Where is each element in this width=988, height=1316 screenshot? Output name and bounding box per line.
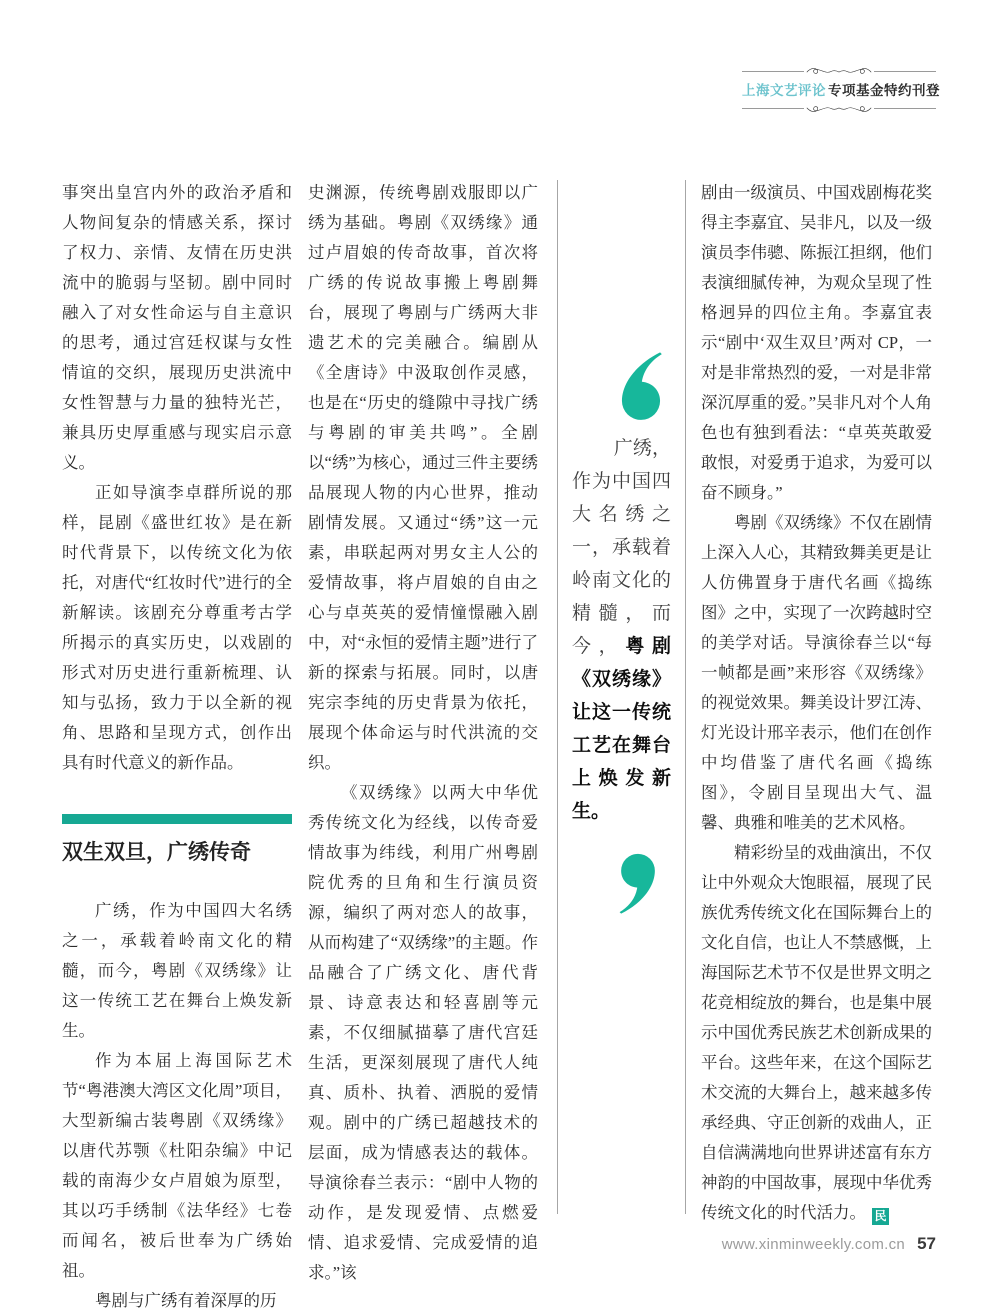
masthead-title-rest: 专项基金特约刊登 bbox=[828, 83, 940, 98]
paragraph: 史渊源，传统粤剧戏服即以广绣为基础。粤剧《双绣缘》通过卢眉娘的传奇故事，首次将广绣的传说故事搬上粤剧舞台，展现了粤剧与广绣两大非遗艺术的完美融合。编剧从《全唐诗》中汲取创作灵感，也是在“历史的缝隙中寻找广绣与粤剧的审美共鸣”。全剧以“绣”为核心，通过三件主要绣品展现人物的内心世界，推动剧情发展。又通过“绣”这一元素，串联起两对男女主人公的爱情故事，将卢眉娘的自由之心与卓英英的爱情憧憬融入剧中，对“永恒的爱情主题”进行了新的探索与拓展。同时，以唐宪宗李纯的历史背景为依托，展现个体命运与时代洪流的交织。 bbox=[308, 183, 538, 772]
paragraph: 剧由一级演员、中国戏剧梅花奖得主李嘉宜、吴非凡，以及一级演员李伟骢、陈振江担纲，他们表演细腻传神，为观众呈现了性格迥异的四位主角。李嘉宜表示“剧中‘双生双旦’两对 CP，一对是非常热烈的爱，一对是非常深沉厚重的爱。”吴非凡对个人角色也有独到看法：“卓英英敢爱敢恨，对爱勇于追求，为爱可以奋不顾身。” bbox=[701, 183, 932, 502]
masthead bbox=[742, 64, 940, 115]
paragraph: 正如导演李卓群所说的那样，昆剧《盛世红妆》是在新时代背景下，以传统文化为依托，对唐代“红妆时代”进行的全新解读。该剧充分尊重考古学所揭示的真实历史，以戏剧的形式对历史进行重新梳理、认知与弘扬，致力于以全新的视角、思路和呈现方式，创作出具有时代意义的新作品。 bbox=[62, 483, 292, 772]
masthead-title bbox=[742, 79, 940, 99]
ornament-rule bbox=[742, 71, 804, 72]
footer-page-number: 57 bbox=[917, 1234, 936, 1253]
quote-emphasis: 粤剧《双绣缘》让这一传统工艺在舞台上焕发新生。 bbox=[572, 636, 671, 822]
column-left bbox=[62, 178, 292, 1316]
flourish-icon bbox=[806, 65, 872, 78]
quote-text bbox=[572, 432, 671, 828]
pull-quote bbox=[557, 180, 686, 1214]
close-quote-icon bbox=[615, 850, 661, 916]
ornament-rule bbox=[874, 71, 936, 72]
masthead-title-teal: 上海文艺评论 bbox=[742, 83, 826, 98]
footer bbox=[722, 1234, 936, 1254]
footer-url: www.xinminweekly.com.cn bbox=[721, 1236, 906, 1253]
ornament-rule bbox=[742, 108, 804, 109]
column-right bbox=[701, 178, 932, 1228]
end-of-article-mark: 民 bbox=[872, 1208, 889, 1225]
open-quote-icon bbox=[615, 350, 667, 424]
paragraph: 广绣，作为中国四大名绣之一，承载着岭南文化的精髓，而今，粤剧《双绣缘》让这一传统工艺在舞台上焕发新生。 bbox=[62, 901, 292, 1040]
masthead-ornament-top bbox=[742, 64, 936, 78]
paragraph: 事突出皇宫内外的政治矛盾和人物间复杂的情感关系，探讨了权力、亲情、友情在历史洪流中的脆弱与坚韧。剧中同时融入了对女性命运与自主意识的思考，通过宫廷权谋与女性情谊的交织，展现历史洪流中女性智慧与力量的独特光芒，兼具历史厚重感与现实启示意义。 bbox=[62, 183, 292, 472]
paragraph: 粤剧《双绣缘》不仅在剧情上深入人心，其精致舞美更是让人仿佛置身于唐代名画《捣练图》之中，实现了一次跨越时空的美学对话。导演徐春兰以“每一帧都是画”来形容《双绣缘》的视觉效果。舞美设计罗江涛、灯光设计邢辛表示，他们在创作中均借鉴了唐代名画《捣练图》，令剧目呈现出大气、温馨、典雅和唯美的艺术风格。 bbox=[701, 513, 932, 832]
paragraph: 《双绣缘》以两大中华优秀传统文化为经线，以传奇爱情故事为纬线，利用广州粤剧院优秀的旦角和生行演员资源，编织了两对恋人的故事，从而构建了“双绣缘”的主题。作品融合了广绣文化、唐代背景、诗意表达和轻喜剧等元素，不仅细腻描摹了唐代宫廷生活，更深刻展现了唐代人纯真、质朴、执着、洒脱的爱情观。剧中的广绣已超越技术的层面，成为情感表达的载体。导演徐春兰表示：“剧中人物的动作，是发现爱情、点燃爱情、追求爱情、完成爱情的追求。”该 bbox=[308, 783, 538, 1282]
paragraph: 作为本届上海国际艺术节“粤港澳大湾区文化周”项目，大型新编古装粤剧《双绣缘》以唐代苏颚《杜阳杂编》中记载的南海少女卢眉娘为原型，其以巧手绣制《法华经》七卷而闻名，被后世奉为广绣始祖。 bbox=[62, 1051, 292, 1280]
flourish-icon bbox=[806, 102, 872, 115]
paragraph bbox=[701, 838, 932, 1228]
masthead-ornament-bottom bbox=[742, 101, 936, 115]
column-middle bbox=[308, 178, 538, 1288]
section-divider-bar bbox=[62, 814, 292, 824]
section-heading: 双生双旦，广绣传奇 bbox=[62, 840, 251, 864]
quote-lead: 广绣，作为中国四大名绣之一，承载着岭南文化的精髓，而今， bbox=[572, 438, 671, 657]
paragraph: 粤剧与广绣有着深厚的历 bbox=[95, 1291, 277, 1310]
paragraph-text: 精彩纷呈的戏曲演出，不仅让中外观众大饱眼福，展现了民族优秀传统文化在国际舞台上的文化自信，也让人不禁感慨，上海国际艺术节不仅是世界文明之花竞相绽放的舞台，也是集中展示中国优秀民族艺术创新成果的平台。这些年来，在这个国际艺术交流的大舞台上，越来越多传承经典、守正创新的戏曲人，正自信满满地向世界讲述富有东方神韵的中国故事，展现中华优秀传统文化的时代活力。 bbox=[701, 843, 932, 1222]
ornament-rule bbox=[874, 108, 936, 109]
